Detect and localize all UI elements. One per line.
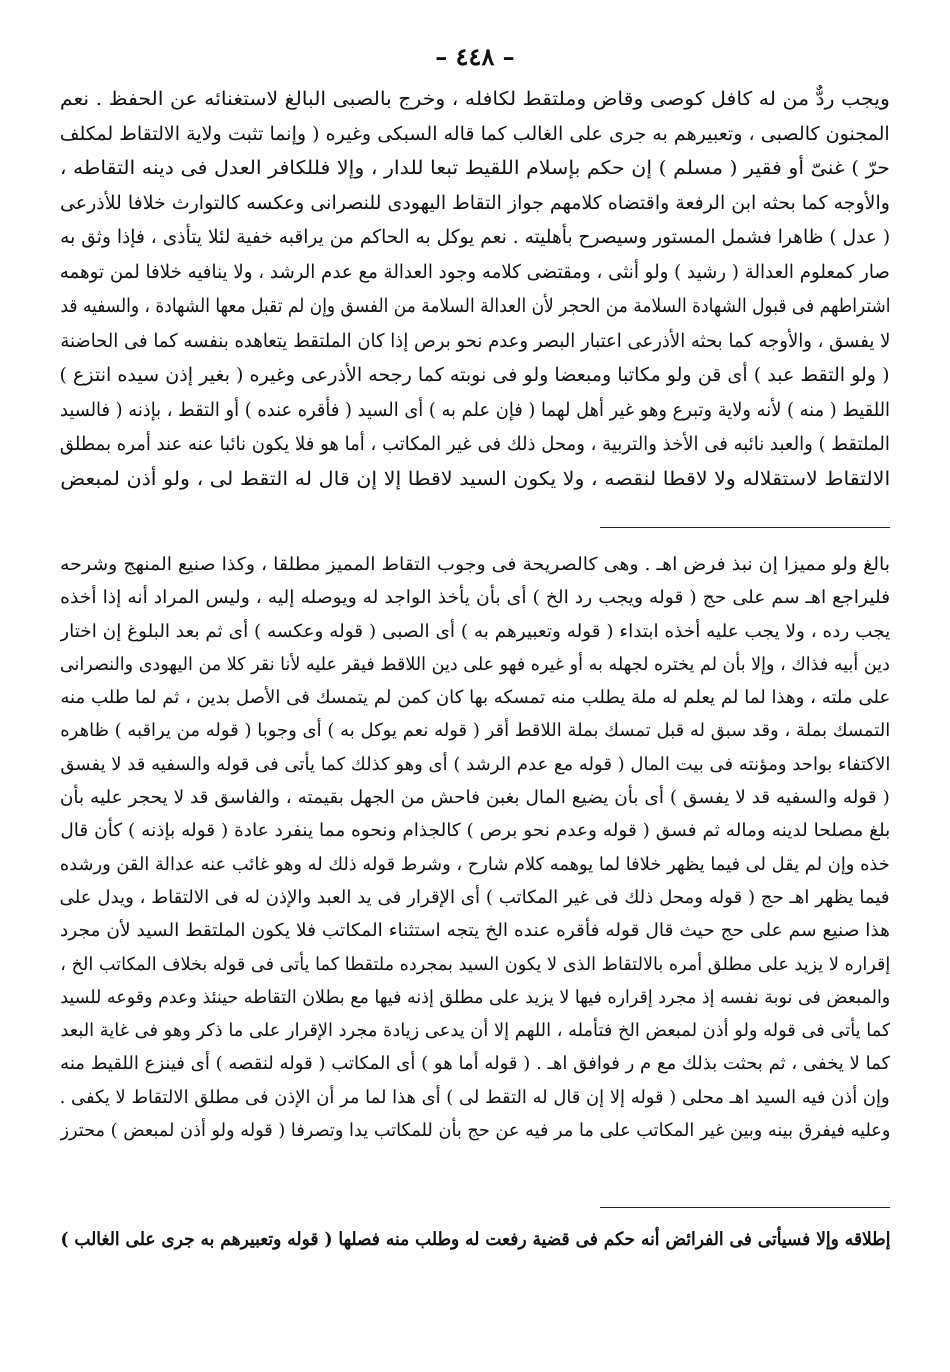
footnote-line: إطلاقه وإلا فسيأتى فى الفرائض أنه حكم فى قضية رفعت له وطلب منه فصلها ( قوله وتعبيرهم به جرى على الغالب ) (60, 1229, 890, 1250)
main-text-line: ويجب ردٌّ من له كافل كوصى وقاض وملتقط لكافله ، وخرج بالصبى البالغ لاستغنائه عن الحفظ . نعم (60, 88, 890, 110)
commentary-line: ( قوله والسفيه قد لا يفسق ) أى بأن يضيع المال بغبن فاحش من الجهل بقيمته ، والفاسق قد لا يحجر عليه بأن (60, 787, 890, 809)
main-text-line: والأوجه كما بحثه ابن الرفعة واقتضاه كلامهم جواز التقاط اليهودى للنصرانى وعكسه كالتوارث خلافا للأذرعى (60, 191, 890, 214)
commentary-line: خذه وإن لم يقل لى فيما يظهر خلافا لما يوهمه كلام شارح ، وشرط قوله ذلك له وهو غائب عنه عدالة القن ورشده (60, 853, 890, 875)
footnote-separator-rule (600, 1207, 890, 1208)
footnote-text (60, 1222, 890, 1258)
main-text-line: اللقيط ( منه ) لأنه ولاية وتبرع وهو غير أهل لهما ( فإن علم به ) أى السيد ( فأقره عنده ) أو التقط ، بإذنه ( فالسيد (60, 398, 890, 421)
main-text-line: ( عدل ) ظاهرا فشمل المستور وسيصرح بأهليته . نعم يوكل به الحاكم من يراقبه خفية لئلا يتأذى ، فإذا وثق به (60, 226, 890, 248)
commentary-line: دين أبيه فذاك ، وإلا بأن لم يختره لجهله به أو غيره فهو على دين اللاقط فيقر عليه لأنا نقر كلا من اليهودى والنصرانى (60, 653, 890, 675)
commentary-line: وعليه فيفرق بينه وبين غير المكاتب على ما مر فيه عن حج بأن للمكاتب يدا وتصرفا ( قوله ولو أذن لمبعض ) محترز (60, 1120, 890, 1142)
commentary-text (60, 548, 890, 1147)
main-text-line: اشتراطهم فى قبول الشهادة السلامة من الحجر لأن العدالة السلامة من الفسق وإن لم تقبل معها الشهادة ، والسفيه قد (60, 295, 890, 317)
commentary-line: يجب رده ، ولا يجب عليه أخذه ابتداء ( قوله وتعبيرهم به ) أى الصبى ( قوله وعكسه ) أى ثم بعد البلوغ إن اختار (60, 620, 890, 642)
commentary-line: بلغ مصلحا لدينه وماله ثم فسق ( قوله وعدم نحو برص ) كالجذام ونحوه مما ينفرد عادة ( قوله بإذنه ) كأن قال (60, 820, 890, 842)
commentary-line: فيما يظهر اهـ حج ( قوله ومحل ذلك فى غير المكاتب ) أى الإقرار فى يد العبد والإذن له فى الالتقاط ، ويدل على (60, 886, 890, 908)
commentary-line: بالغ ولو مميزا إن نبذ فرض اهـ . وهى كالصريحة فى وجوب التقاط المميز مطلقا ، وكذا صنيع المنهج وشرحه (60, 554, 890, 575)
main-text (60, 82, 890, 496)
main-text-line: حرّ ) غنىّ أو فقير ( مسلم ) إن حكم بإسلام اللقيط تبعا للدار ، وإلا فللكافر العدل فى دينه التقاطه ، (60, 157, 890, 179)
commentary-line: كما يأتى فى قوله ولو أذن لمبعض الخ فتأمله ، اللهم إلا أن يدعى زيادة مجرد الإقرار على ما ذكر وهو فى غاية البعد (60, 1020, 890, 1042)
page-number: – ٤٤٨ – (435, 42, 515, 71)
commentary-line: إقراره لا يزيد على مطلق أمره بالالتقاط الذى لا يكون السيد بمجرده ملتقطا كما يأتى فى قوله بخلاف المكاتب الخ ، (60, 953, 890, 975)
main-text-line: صار كمعلوم العدالة ( رشيد ) ولو أنثى ، ومقتضى كلامه وجود العدالة مع عدم الرشد ، ولا ينافيه خلافا لمن توهمه (60, 260, 890, 283)
separator-rule (600, 527, 890, 528)
main-text-line: الملتقط ) والعبد نائبه فى الأخذ والتربية ، ومحل ذلك فى غير المكاتب ، أما هو فلا يكون نائبا عنه عند أمره بمطلق (60, 433, 890, 455)
commentary-line: والمبعض فى نوبة نفسه إذ مجرد إقراره فيها لا يزيد على مطلق إذنه فيها مع بطلان التقاطه حينئذ وعدم وقوعه للسيد (60, 986, 890, 1008)
main-text-line: المجنون كالصبى ، وتعبيرهم به جرى على الغالب كما قاله السبكى وغيره ( وإنما تثبت ولاية الالتقاط لمكلف (60, 122, 890, 145)
main-text-line: لا يفسق ، والأوجه كما بحثه الأذرعى اعتبار البصر وعدم نحو برص إذا كان الملتقط يتعاهده بنفسه كما فى الحاضنة (60, 329, 890, 352)
main-text-line: ( ولو التقط عبد ) أى قن ولو مكاتبا ومبعضا ولو فى نوبته كما رجحه الأذرعى وغيره ( بغير إذن سيده انتزع ) (60, 364, 890, 386)
commentary-line: فليراجع اهـ سم على حج ( قوله ويجب رد الخ ) أى بأن يأخذ الواجد له ويوصله إليه ، وليس المراد أنه إذا أخذه (60, 587, 890, 609)
commentary-line: على ملته ، وهذا لما لم يعلم له ملة يطلب منه تمسكه بها كان كمن لم يتمسك فى الأصل بدين ، ثم لما طلب منه (60, 687, 890, 709)
main-text-line: الالتقاط لاستقلاله ولا لاقطا لنقصه ، ولا يكون السيد لاقطا إلا إن قال له التقط لى ، ولو أذن لمبعض (60, 467, 890, 490)
commentary-line: الاكتفاء بواحد ومؤنته فى بيت المال ( قوله مع عدم الرشد ) أى وهو كذلك كما يأتى فى قوله والسفيه قد لا يفسق (60, 753, 890, 775)
commentary-line: وإن أذن فيه السيد اهـ محلى ( قوله إلا إن قال له التقط لى ) أى هذا لما مر أن الإذن فى مطلق الالتقاط لا يكفى . (60, 1086, 890, 1108)
commentary-line: التمسك بملة ، وقد سبق له قبل تمسك بملة اللاقط أقر ( قوله نعم يوكل به ) أى وجوبا ( قوله من يراقبه ) ظاهره (60, 720, 890, 742)
commentary-line: كما لا يخفى ، ثم بحثت بذلك مع م ر فوافق اهـ . ( قوله أما هو ) أى المكاتب ( قوله لنقصه ) أى فينزع اللقيط منه (60, 1053, 890, 1075)
commentary-line: هذا صنيع سم على حج حيث قال قوله فأقره عنده الخ يتجه استثناء المكاتب فلا يكون الملتقط السيد لأن مجرد (60, 920, 890, 942)
